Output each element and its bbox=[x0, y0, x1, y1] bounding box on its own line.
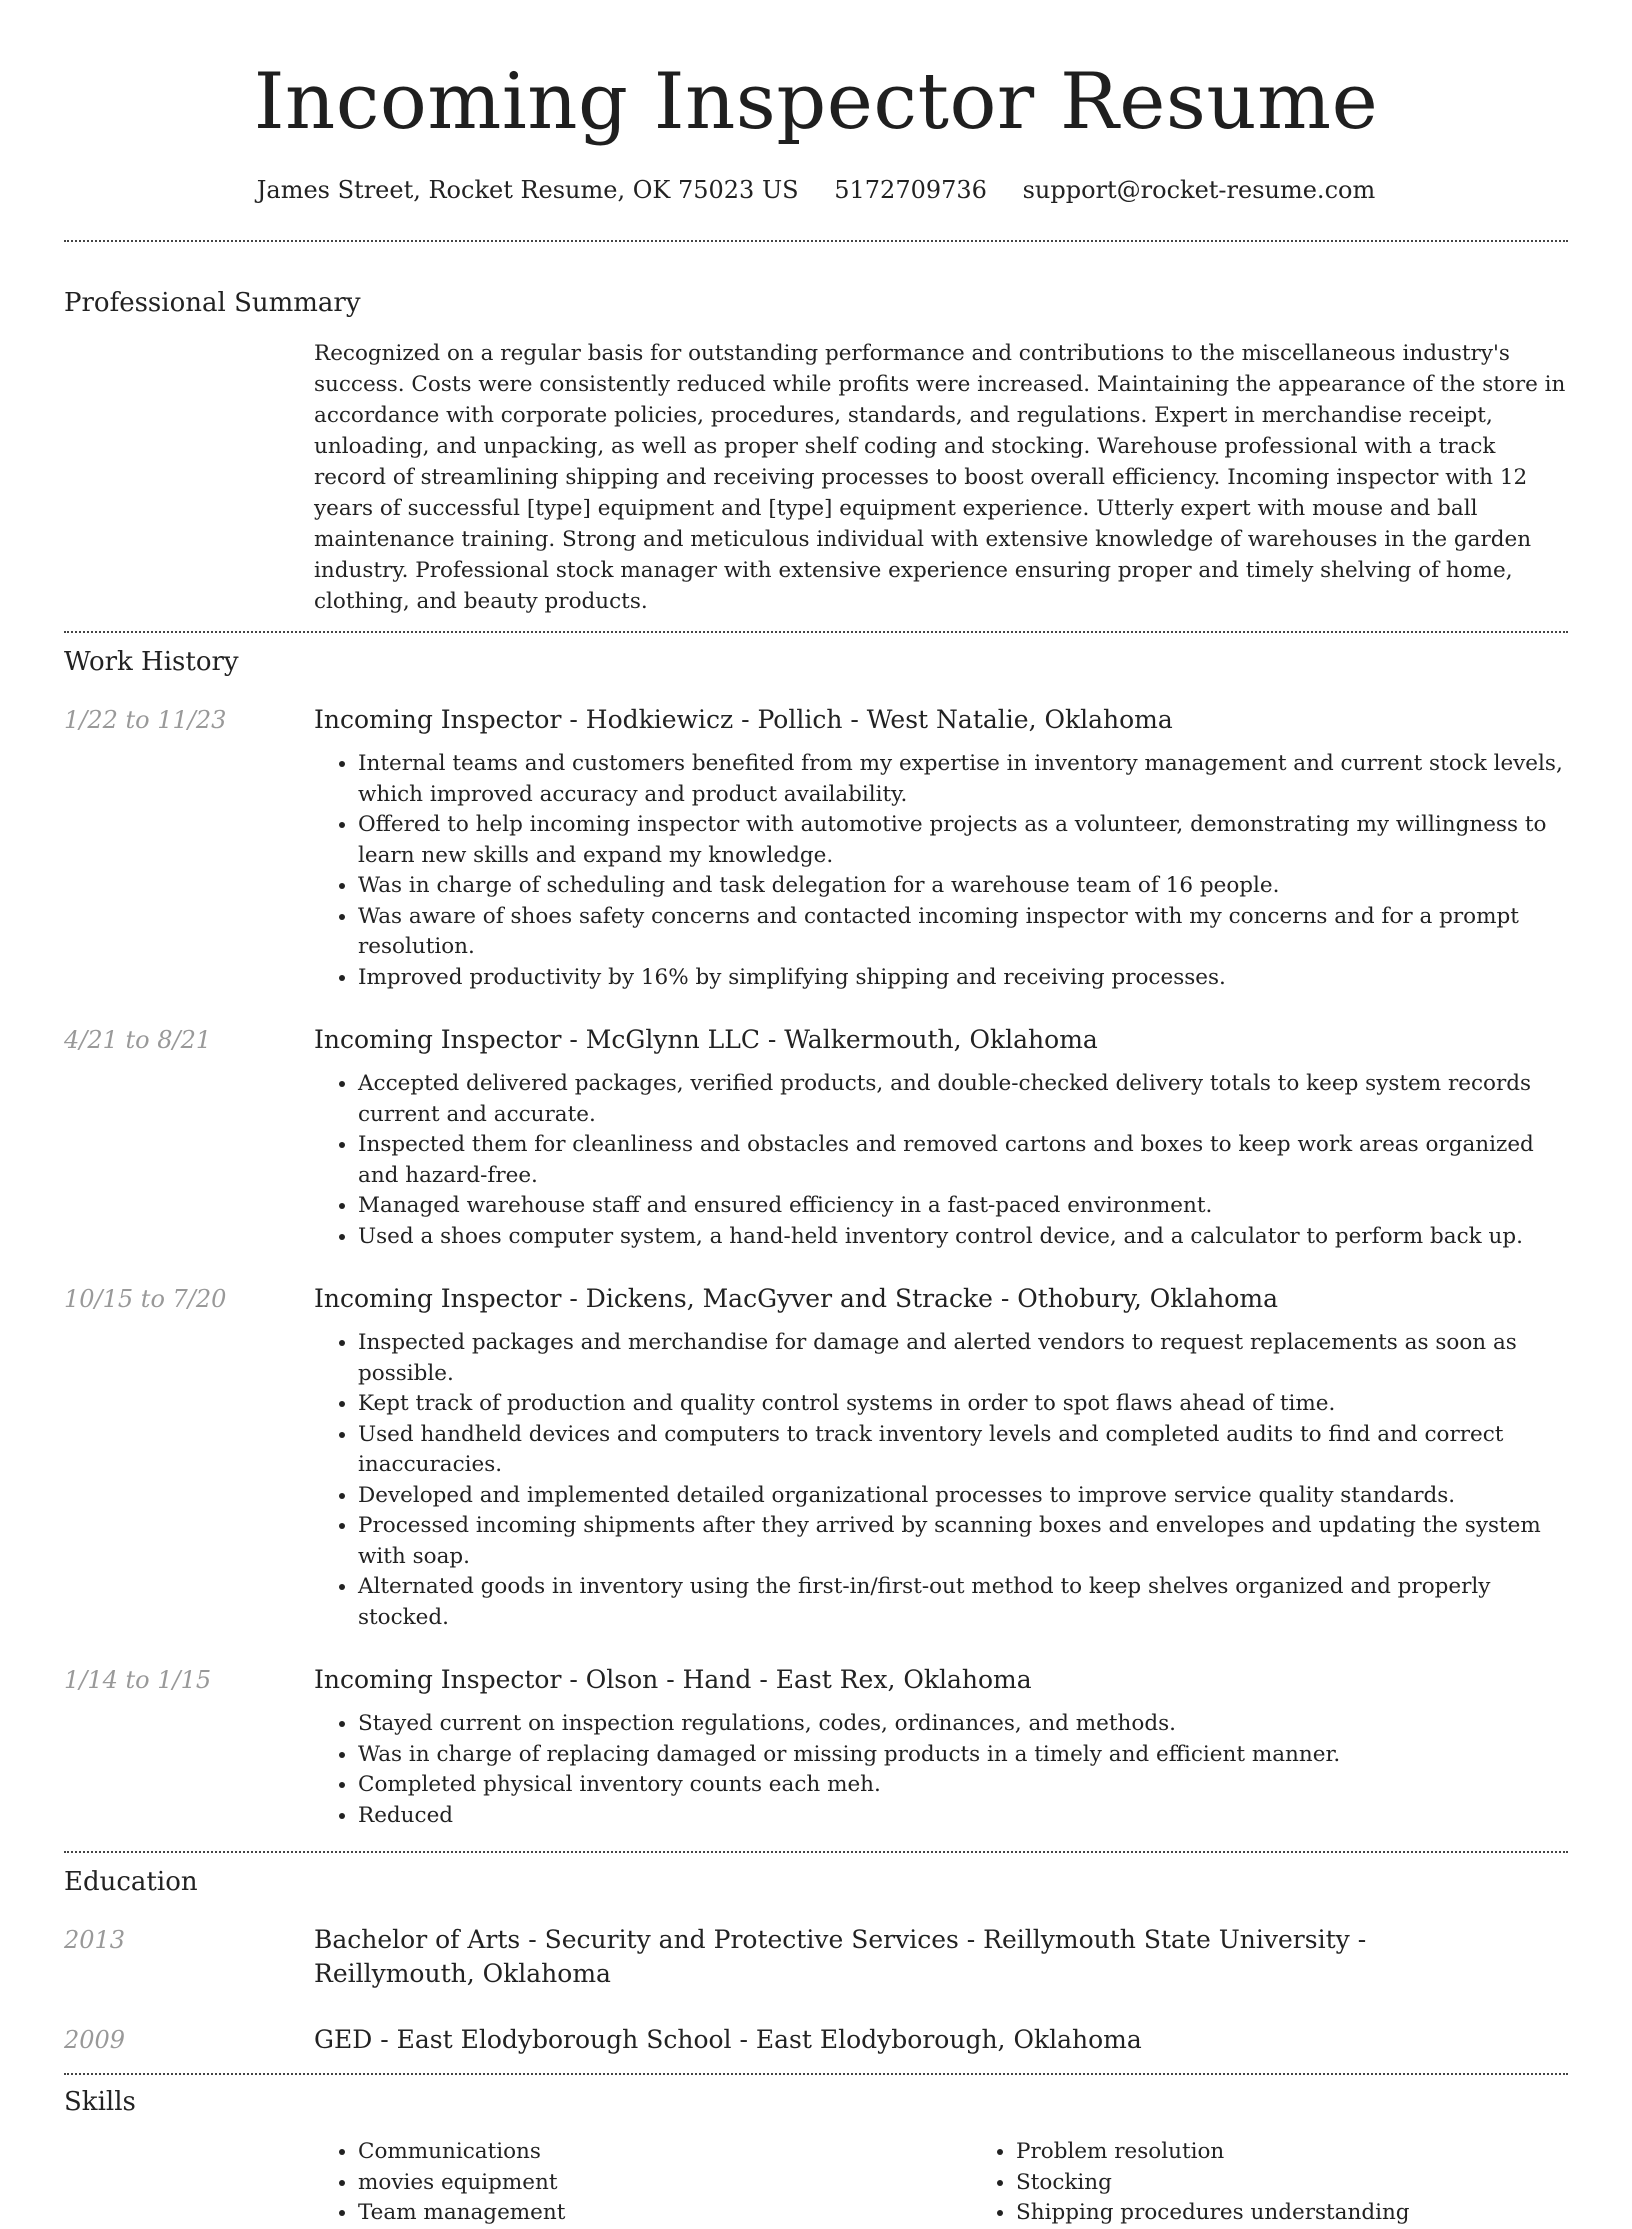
job-bullet: • Inspected packages and merchandise for damage and alerted vendors to request replacements as soon as possible. bbox=[358, 1328, 1568, 1389]
skill-item: • Shipping procedures understanding bbox=[1016, 2198, 1630, 2229]
job-bullets bbox=[314, 1069, 1568, 1252]
skill-item: • Stocking bbox=[1016, 2168, 1630, 2199]
education-entry bbox=[64, 1923, 1568, 1991]
job-dates: 4/21 to 8/21 bbox=[64, 1026, 212, 1054]
job-bullet: • Was in charge of replacing damaged or missing products in a timely and efficient manner. bbox=[358, 1740, 1568, 1771]
resume-title: Incoming Inspector Resume bbox=[253, 57, 1379, 147]
job-bullet: • Managed warehouse staff and ensured efficiency in a fast-paced environment. bbox=[358, 1191, 1568, 1222]
job-entry bbox=[64, 1282, 1568, 1633]
section-divider bbox=[64, 631, 1568, 633]
skills-column-left bbox=[314, 2137, 972, 2229]
job-bullet: • Inspected them for cleanliness and obstacles and removed cartons and boxes to keep work areas organized and hazard-free. bbox=[358, 1130, 1568, 1191]
job-bullet: • Improved productivity by 16% by simplifying shipping and receiving processes. bbox=[358, 963, 1568, 994]
education-entry bbox=[64, 2023, 1568, 2057]
section-divider bbox=[64, 240, 1568, 242]
work-history-heading: Work History bbox=[64, 647, 239, 677]
job-bullet: • Used a shoes computer system, a hand-held inventory control device, and a calculator to perform back up. bbox=[358, 1222, 1568, 1253]
skill-item: • movies equipment bbox=[358, 2168, 972, 2199]
skill-item: • Team management bbox=[358, 2198, 972, 2229]
job-bullets bbox=[314, 1328, 1568, 1633]
summary-heading: Professional Summary bbox=[64, 288, 361, 318]
contact-address: James Street, Rocket Resume, OK 75023 US bbox=[256, 176, 799, 204]
job-bullets bbox=[314, 1709, 1568, 1831]
job-bullets bbox=[314, 749, 1568, 993]
job-bullet: • Was in charge of scheduling and task delegation for a warehouse team of 16 people. bbox=[358, 871, 1568, 902]
job-entry bbox=[64, 1663, 1568, 1831]
job-title: Incoming Inspector - McGlynn LLC - Walkermouth, Oklahoma bbox=[314, 1025, 1098, 1054]
job-entry bbox=[64, 703, 1568, 993]
job-bullet: • Completed physical inventory counts each meh. bbox=[358, 1770, 1568, 1801]
summary-text: Recognized on a regular basis for outstanding performance and contributions to the miscellaneous industry's success. Costs were consistently reduced while profits were increased. Maintaining the appearance of the store in accordance with corporate policies, procedures, standards, and regulations. Expert in merchandise receipt, unloading, and unpacking, as well as proper shelf coding and stocking. Warehouse professional with a track record of streamlining shipping and receiving processes to boost overall efficiency. Incoming inspector with 12 years of successful [type] equipment and [type] equipment experience. Utterly expert with mouse and ball maintenance training. Strong and meticulous individual with extensive knowledge of warehouses in the garden industry. Professional stock manager with extensive experience ensuring proper and timely shelving of home, clothing, and beauty products. bbox=[314, 341, 1566, 614]
job-bullet: • Developed and implemented detailed organizational processes to improve service quality standards. bbox=[358, 1481, 1568, 1512]
contact-email: support@rocket-resume.com bbox=[1022, 176, 1376, 204]
section-divider bbox=[64, 1851, 1568, 1853]
job-bullet: • Processed incoming shipments after they arrived by scanning boxes and envelopes and updating the system with soap. bbox=[358, 1511, 1568, 1572]
job-bullet: • Kept track of production and quality control systems in order to spot flaws ahead of time. bbox=[358, 1389, 1568, 1420]
job-title: Incoming Inspector - Hodkiewicz - Pollich - West Natalie, Oklahoma bbox=[314, 705, 1173, 734]
resume-page bbox=[64, 0, 1568, 2229]
job-title: Incoming Inspector - Dickens, MacGyver and Stracke - Othobury, Oklahoma bbox=[314, 1284, 1279, 1313]
job-bullet: • Stayed current on inspection regulations, codes, ordinances, and methods. bbox=[358, 1709, 1568, 1740]
job-bullet: • Accepted delivered packages, verified products, and double-checked delivery totals to keep system records current and accurate. bbox=[358, 1069, 1568, 1130]
skill-item: • Problem resolution bbox=[1016, 2137, 1630, 2168]
job-bullet: • Was aware of shoes safety concerns and contacted incoming inspector with my concerns and for a prompt resolution. bbox=[358, 902, 1568, 963]
job-dates: 1/14 to 1/15 bbox=[64, 1666, 212, 1694]
skills-list bbox=[314, 2137, 1630, 2229]
job-bullet: • Reduced bbox=[358, 1801, 1568, 1832]
job-bullet: • Offered to help incoming inspector with automotive projects as a volunteer, demonstrating my willingness to learn new skills and expand my knowledge. bbox=[358, 810, 1568, 871]
skills-column-right bbox=[972, 2137, 1630, 2229]
contact-line bbox=[64, 174, 1568, 206]
job-dates: 1/22 to 11/23 bbox=[64, 706, 227, 734]
job-title: Incoming Inspector - Olson - Hand - East Rex, Oklahoma bbox=[314, 1665, 1032, 1694]
job-bullet: • Used handheld devices and computers to track inventory levels and completed audits to find and correct inaccuracies. bbox=[358, 1420, 1568, 1481]
education-year: 2013 bbox=[64, 1926, 126, 1954]
job-dates: 10/15 to 7/20 bbox=[64, 1285, 227, 1313]
job-entry bbox=[64, 1023, 1568, 1252]
skill-item: • Communications bbox=[358, 2137, 972, 2168]
education-text: GED - East Elodyborough School - East Elodyborough, Oklahoma bbox=[314, 2025, 1142, 2054]
job-bullet: • Internal teams and customers benefited from my expertise in inventory management and current stock levels, which improved accuracy and product availability. bbox=[358, 749, 1568, 810]
contact-phone: 5172709736 bbox=[834, 176, 987, 204]
job-bullet: • Alternated goods in inventory using the first-in/first-out method to keep shelves organized and properly stocked. bbox=[358, 1572, 1568, 1633]
education-year: 2009 bbox=[64, 2026, 126, 2054]
skills-heading: Skills bbox=[64, 2087, 136, 2117]
section-divider bbox=[64, 2073, 1568, 2075]
education-text: Bachelor of Arts - Security and Protective Services - Reillymouth State University - Reillymouth, Oklahoma bbox=[314, 1925, 1367, 1988]
education-heading: Education bbox=[64, 1867, 198, 1897]
